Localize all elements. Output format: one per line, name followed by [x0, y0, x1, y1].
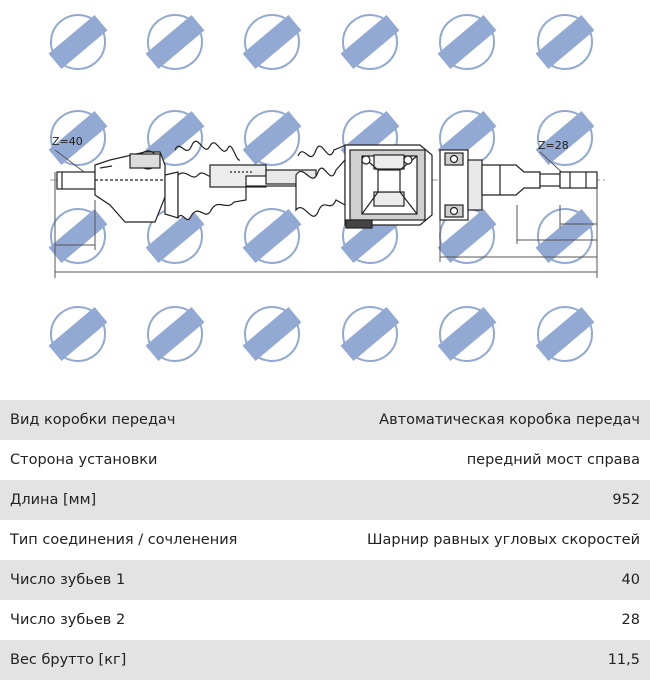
brand-watermark-logo — [525, 2, 606, 82]
intermediate-bearing — [440, 150, 482, 220]
brand-watermark-logo — [427, 294, 508, 374]
spec-label: Сторона установки — [10, 452, 158, 468]
spec-value: Шарнир равных угловых скоростей — [366, 532, 640, 548]
spec-value: Автоматическая коробка передач — [379, 412, 640, 428]
brand-watermark-logo — [525, 98, 606, 178]
brand-watermark-logo — [135, 294, 216, 374]
brand-watermark-logo — [330, 294, 411, 374]
spec-row-teeth-count-1 — [0, 560, 650, 600]
spec-row-teeth-count-2 — [0, 600, 650, 640]
brand-watermark-logo — [232, 2, 313, 82]
spec-value: 11,5 — [607, 652, 640, 668]
brand-watermark-logo — [38, 294, 119, 374]
spec-row-length — [0, 480, 650, 520]
brand-watermark-logo — [525, 196, 606, 276]
brand-watermark-logo — [232, 294, 313, 374]
spec-value: 40 — [621, 572, 640, 588]
spec-label: Число зубьев 2 — [10, 612, 126, 628]
spec-label: Вид коробки передач — [10, 412, 176, 428]
inner-boot — [296, 145, 346, 216]
spec-row-gross-weight — [0, 640, 650, 680]
brand-watermark-logo — [38, 196, 119, 276]
brand-watermark-logo — [135, 2, 216, 82]
spec-value: 28 — [621, 612, 640, 628]
spec-value: 952 — [612, 492, 640, 508]
specification-table — [0, 400, 650, 680]
spec-label: Вес брутто [кг] — [10, 652, 127, 668]
right-teeth-label: Z=28 — [538, 139, 569, 152]
outer-cv-joint — [95, 151, 165, 222]
spec-value: передний мост справа — [466, 452, 640, 468]
brand-watermark-logo — [427, 2, 508, 82]
right-stub-shaft — [482, 165, 597, 195]
spec-row-fitting-position — [0, 440, 650, 480]
brand-watermark-logo — [330, 2, 411, 82]
spec-label: Тип соединения / сочленения — [10, 532, 238, 548]
spec-row-transmission-type — [0, 400, 650, 440]
spec-label: Длина [мм] — [10, 492, 97, 508]
left-teeth-label: Z=40 — [52, 135, 83, 148]
left-stub-shaft — [57, 172, 95, 189]
spec-label: Число зубьев 1 — [10, 572, 126, 588]
spec-row-joint-type — [0, 520, 650, 560]
inner-joint-housing — [345, 145, 432, 228]
brand-watermark-logo — [525, 294, 606, 374]
brand-watermark-logo — [38, 2, 119, 82]
